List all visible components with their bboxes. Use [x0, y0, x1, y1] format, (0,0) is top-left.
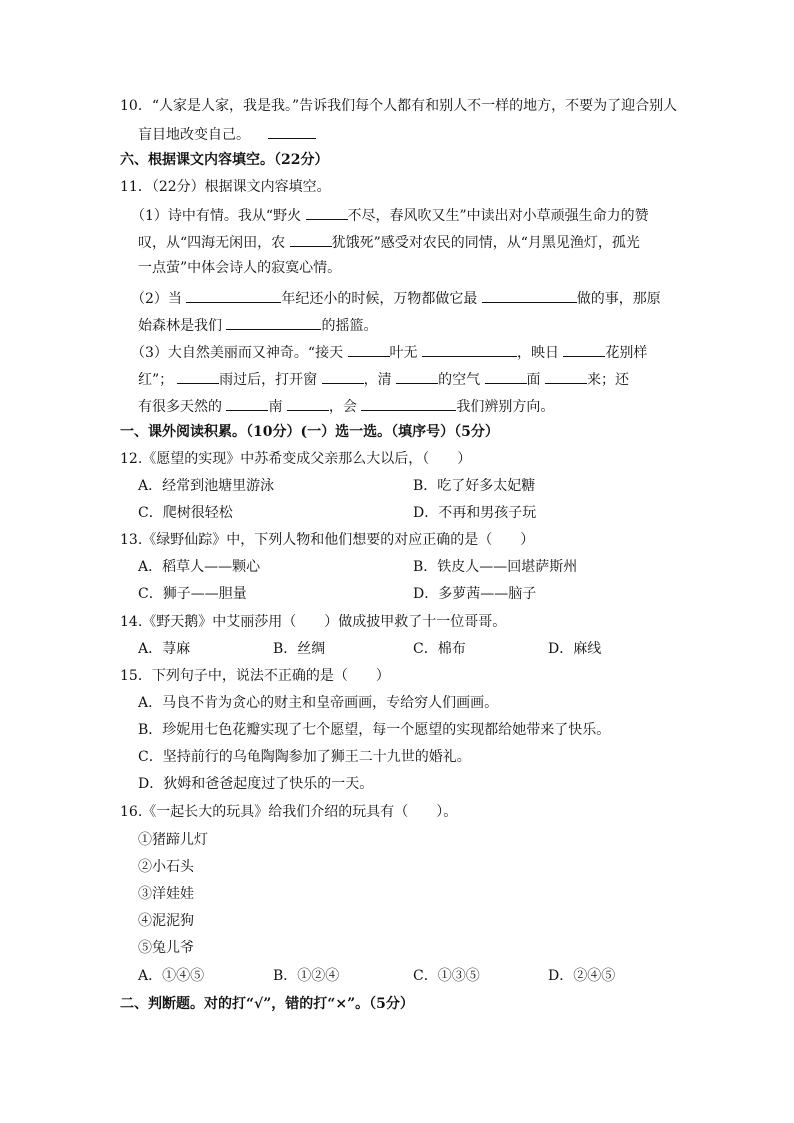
section-2-title: 二、判断题。对的打“√”，错的打“×”。（5分）	[120, 996, 414, 1012]
q11-blank[interactable]	[177, 368, 219, 384]
q11-p2-line2: 始森林是我们 的摇篮。	[138, 314, 377, 336]
q11-p1-line3: 一点萤”中体会诗人的寂寞心情。	[138, 260, 342, 276]
q14-option-b[interactable]: B．丝绸	[273, 641, 326, 657]
q14-stem: 14.《野天鹅》中艾丽莎用（ ）做成披甲救了十一位哥哥。	[120, 614, 507, 630]
q16-option-a[interactable]: A．①④⑤	[138, 968, 205, 984]
q11-p2-line1: （2）当 年纪还小的时候，万物都做它最 做的事，那原	[131, 287, 661, 309]
q11-p1-line2: 叹，从“四海无闲田，农 犹饿死”感受对农民的同情，从“月黑见渔灯，孤光	[138, 231, 640, 253]
q12-option-d[interactable]: D．不再和男孩子玩	[413, 505, 537, 521]
q11-blank[interactable]	[290, 231, 332, 247]
q11-blank[interactable]	[422, 341, 517, 357]
q13-option-a[interactable]: A．稻草人——颗心	[138, 559, 261, 575]
q13-option-d[interactable]: D．多萝茜——脑子	[413, 586, 537, 602]
q12-option-c[interactable]: C．爬树很轻松	[138, 505, 233, 521]
q16-stem: 16.《一起长大的玩具》给我们介绍的玩具有（ ）。	[120, 804, 458, 820]
q11-blank[interactable]	[226, 314, 321, 330]
q11-blank[interactable]	[322, 368, 364, 384]
q15-option-b[interactable]: B．珍妮用七色花瓣实现了七个愿望，每一个愿望的实现都给她带来了快乐。	[138, 722, 611, 738]
q16-item: ②小石头	[138, 859, 194, 875]
q11-p3-line1: （3）大自然美丽而又神奇。“接天 叶无 ，映日 花别样	[131, 341, 647, 363]
q14-option-d[interactable]: D．麻线	[548, 641, 602, 657]
q15-option-d[interactable]: D．狄姆和爸爸起度过了快乐的一天。	[138, 776, 374, 792]
section-1-title: 一、课外阅读积累。（10分）(一）选一选。（填序号）（5分）	[120, 424, 499, 440]
q13-stem: 13.《绿野仙踪》中，下列人物和他们想要的对应正确的是（ ）	[120, 532, 535, 548]
q11-blank[interactable]	[348, 341, 390, 357]
q11-blank[interactable]	[226, 395, 268, 411]
q11-blank[interactable]	[287, 395, 329, 411]
q11-blank[interactable]	[396, 368, 438, 384]
section-6-title: 六、根据课文内容填空。（22分）	[120, 152, 329, 168]
q10-line2: 盲目地改变自己。	[138, 123, 316, 145]
q11-blank[interactable]	[361, 395, 456, 411]
q10-line1: 10．“人家是人家，我是我。”告诉我们每个人都有和别人不一样的地方，不要为了迎合别人	[120, 98, 678, 114]
q11-blank[interactable]	[306, 204, 348, 220]
q13-option-b[interactable]: B．铁皮人——回堪萨斯州	[413, 559, 578, 575]
q11-p1-line1: （1）诗中有情。我从“野火 不尽，春风吹又生”中读出对小草顽强生命力的赞	[131, 204, 649, 226]
q16-option-c[interactable]: C．①③⑤	[413, 968, 480, 984]
q11-p3-line3: 有很多天然的 南 ，会 我们辨别方向。	[138, 395, 554, 417]
q14-option-c[interactable]: C．棉布	[413, 641, 466, 657]
q16-item: ①猪蹄儿灯	[138, 832, 208, 848]
q15-stem: 15．下列句子中，说法不正确的是（ ）	[120, 668, 390, 684]
q16-item: ⑤兔儿爷	[138, 940, 194, 956]
q12-option-b[interactable]: B．吃了好多太妃糖	[413, 478, 536, 494]
q12-option-a[interactable]: A．经常到池塘里游泳	[138, 478, 275, 494]
q12-stem: 12.《愿望的实现》中苏希变成父亲那么大以后，（ ）	[120, 451, 472, 467]
q16-item: ③洋娃娃	[138, 886, 194, 902]
q10-answer-blank[interactable]	[268, 123, 316, 139]
q15-option-a[interactable]: A．马良不肯为贪心的财主和皇帝画画，专给穷人们画画。	[138, 695, 499, 711]
q11-stem: 11．（22分）根据课文内容填空。	[120, 179, 331, 195]
q11-blank[interactable]	[482, 287, 577, 303]
q11-blank[interactable]	[545, 368, 587, 384]
q16-option-b[interactable]: B．①②④	[273, 968, 340, 984]
q15-option-c[interactable]: C．坚持前行的乌龟陶陶参加了狮王二十九世的婚礼。	[138, 749, 471, 765]
q13-option-c[interactable]: C．狮子——胆量	[138, 586, 247, 602]
q11-blank[interactable]	[563, 341, 605, 357]
q11-blank[interactable]	[485, 368, 527, 384]
q11-p3-line2: 红”； 雨过后，打开窗 ，清 的空气 面 来；还	[138, 368, 629, 390]
q14-option-a[interactable]: A．荨麻	[138, 641, 191, 657]
q16-option-d[interactable]: D．②④⑤	[548, 968, 616, 984]
q16-item: ④泥泥狗	[138, 913, 194, 929]
q11-blank[interactable]	[186, 287, 281, 303]
